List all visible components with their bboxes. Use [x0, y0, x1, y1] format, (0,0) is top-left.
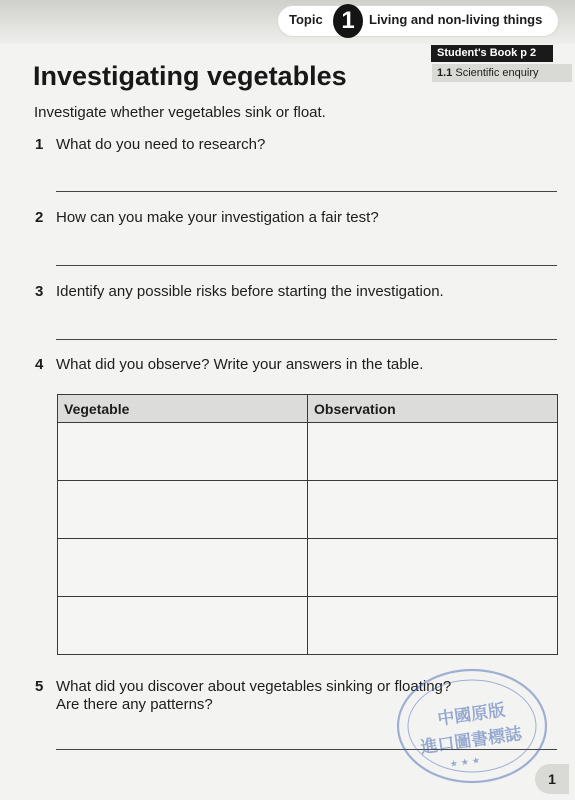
page-number: 1: [535, 764, 569, 794]
table-row: [58, 597, 558, 655]
students-book-reference: Student's Book p 2: [431, 45, 553, 62]
table-row: [58, 423, 558, 481]
section-title: Scientific enquiry: [455, 67, 539, 79]
question-4-text: What did you observe? Write your answers in the table.: [56, 356, 424, 373]
question-2-number: 2: [35, 209, 44, 226]
question-1-text: What do you need to research?: [56, 136, 266, 153]
topic-label: Topic: [289, 12, 323, 27]
question-1-number: 1: [35, 136, 44, 153]
section-number: 1.1: [437, 67, 453, 79]
question-4-number: 4: [35, 356, 44, 373]
table-header-row: [58, 395, 558, 423]
question-1-answer-line[interactable]: [56, 191, 557, 192]
vegetable-cell[interactable]: [58, 597, 308, 655]
question-3-answer-line[interactable]: [56, 339, 557, 340]
import-stamp-icon: [392, 664, 552, 789]
vegetable-cell[interactable]: [58, 423, 308, 481]
svg-text:★ ★ ★: ★ ★ ★: [449, 755, 481, 771]
vegetable-cell[interactable]: [58, 539, 308, 597]
question-3-text: Identify any possible risks before starting the investigation.: [56, 283, 444, 300]
observation-cell[interactable]: [308, 423, 558, 481]
question-3-number: 3: [35, 283, 44, 300]
observation-cell[interactable]: [308, 481, 558, 539]
observation-cell[interactable]: [308, 597, 558, 655]
table-row: [58, 539, 558, 597]
intro-text: Investigate whether vegetables sink or float.: [34, 104, 326, 121]
question-2-text: How can you make your investigation a fair test?: [56, 209, 379, 226]
question-2-answer-line[interactable]: [56, 265, 557, 266]
observation-cell[interactable]: [308, 539, 558, 597]
question-5-text: What did you discover about vegetables sinking or floating?: [56, 678, 452, 695]
stamp-line-1: 中國原版: [436, 700, 507, 730]
question-5-text-line2: Are there any patterns?: [56, 696, 213, 713]
stamp-line-2: 進口圖書標誌: [419, 724, 524, 759]
vegetable-cell[interactable]: [58, 481, 308, 539]
column-header-observation: Observation: [308, 395, 558, 423]
table-row: [58, 481, 558, 539]
topic-title: Living and non-living things: [369, 12, 543, 27]
observation-table: [57, 394, 558, 655]
section-reference: [432, 64, 572, 82]
topic-number-badge: 1: [333, 4, 363, 38]
question-5-number: 5: [35, 678, 44, 695]
page-title: Investigating vegetables: [33, 61, 347, 91]
column-header-vegetable: Vegetable: [58, 395, 308, 423]
